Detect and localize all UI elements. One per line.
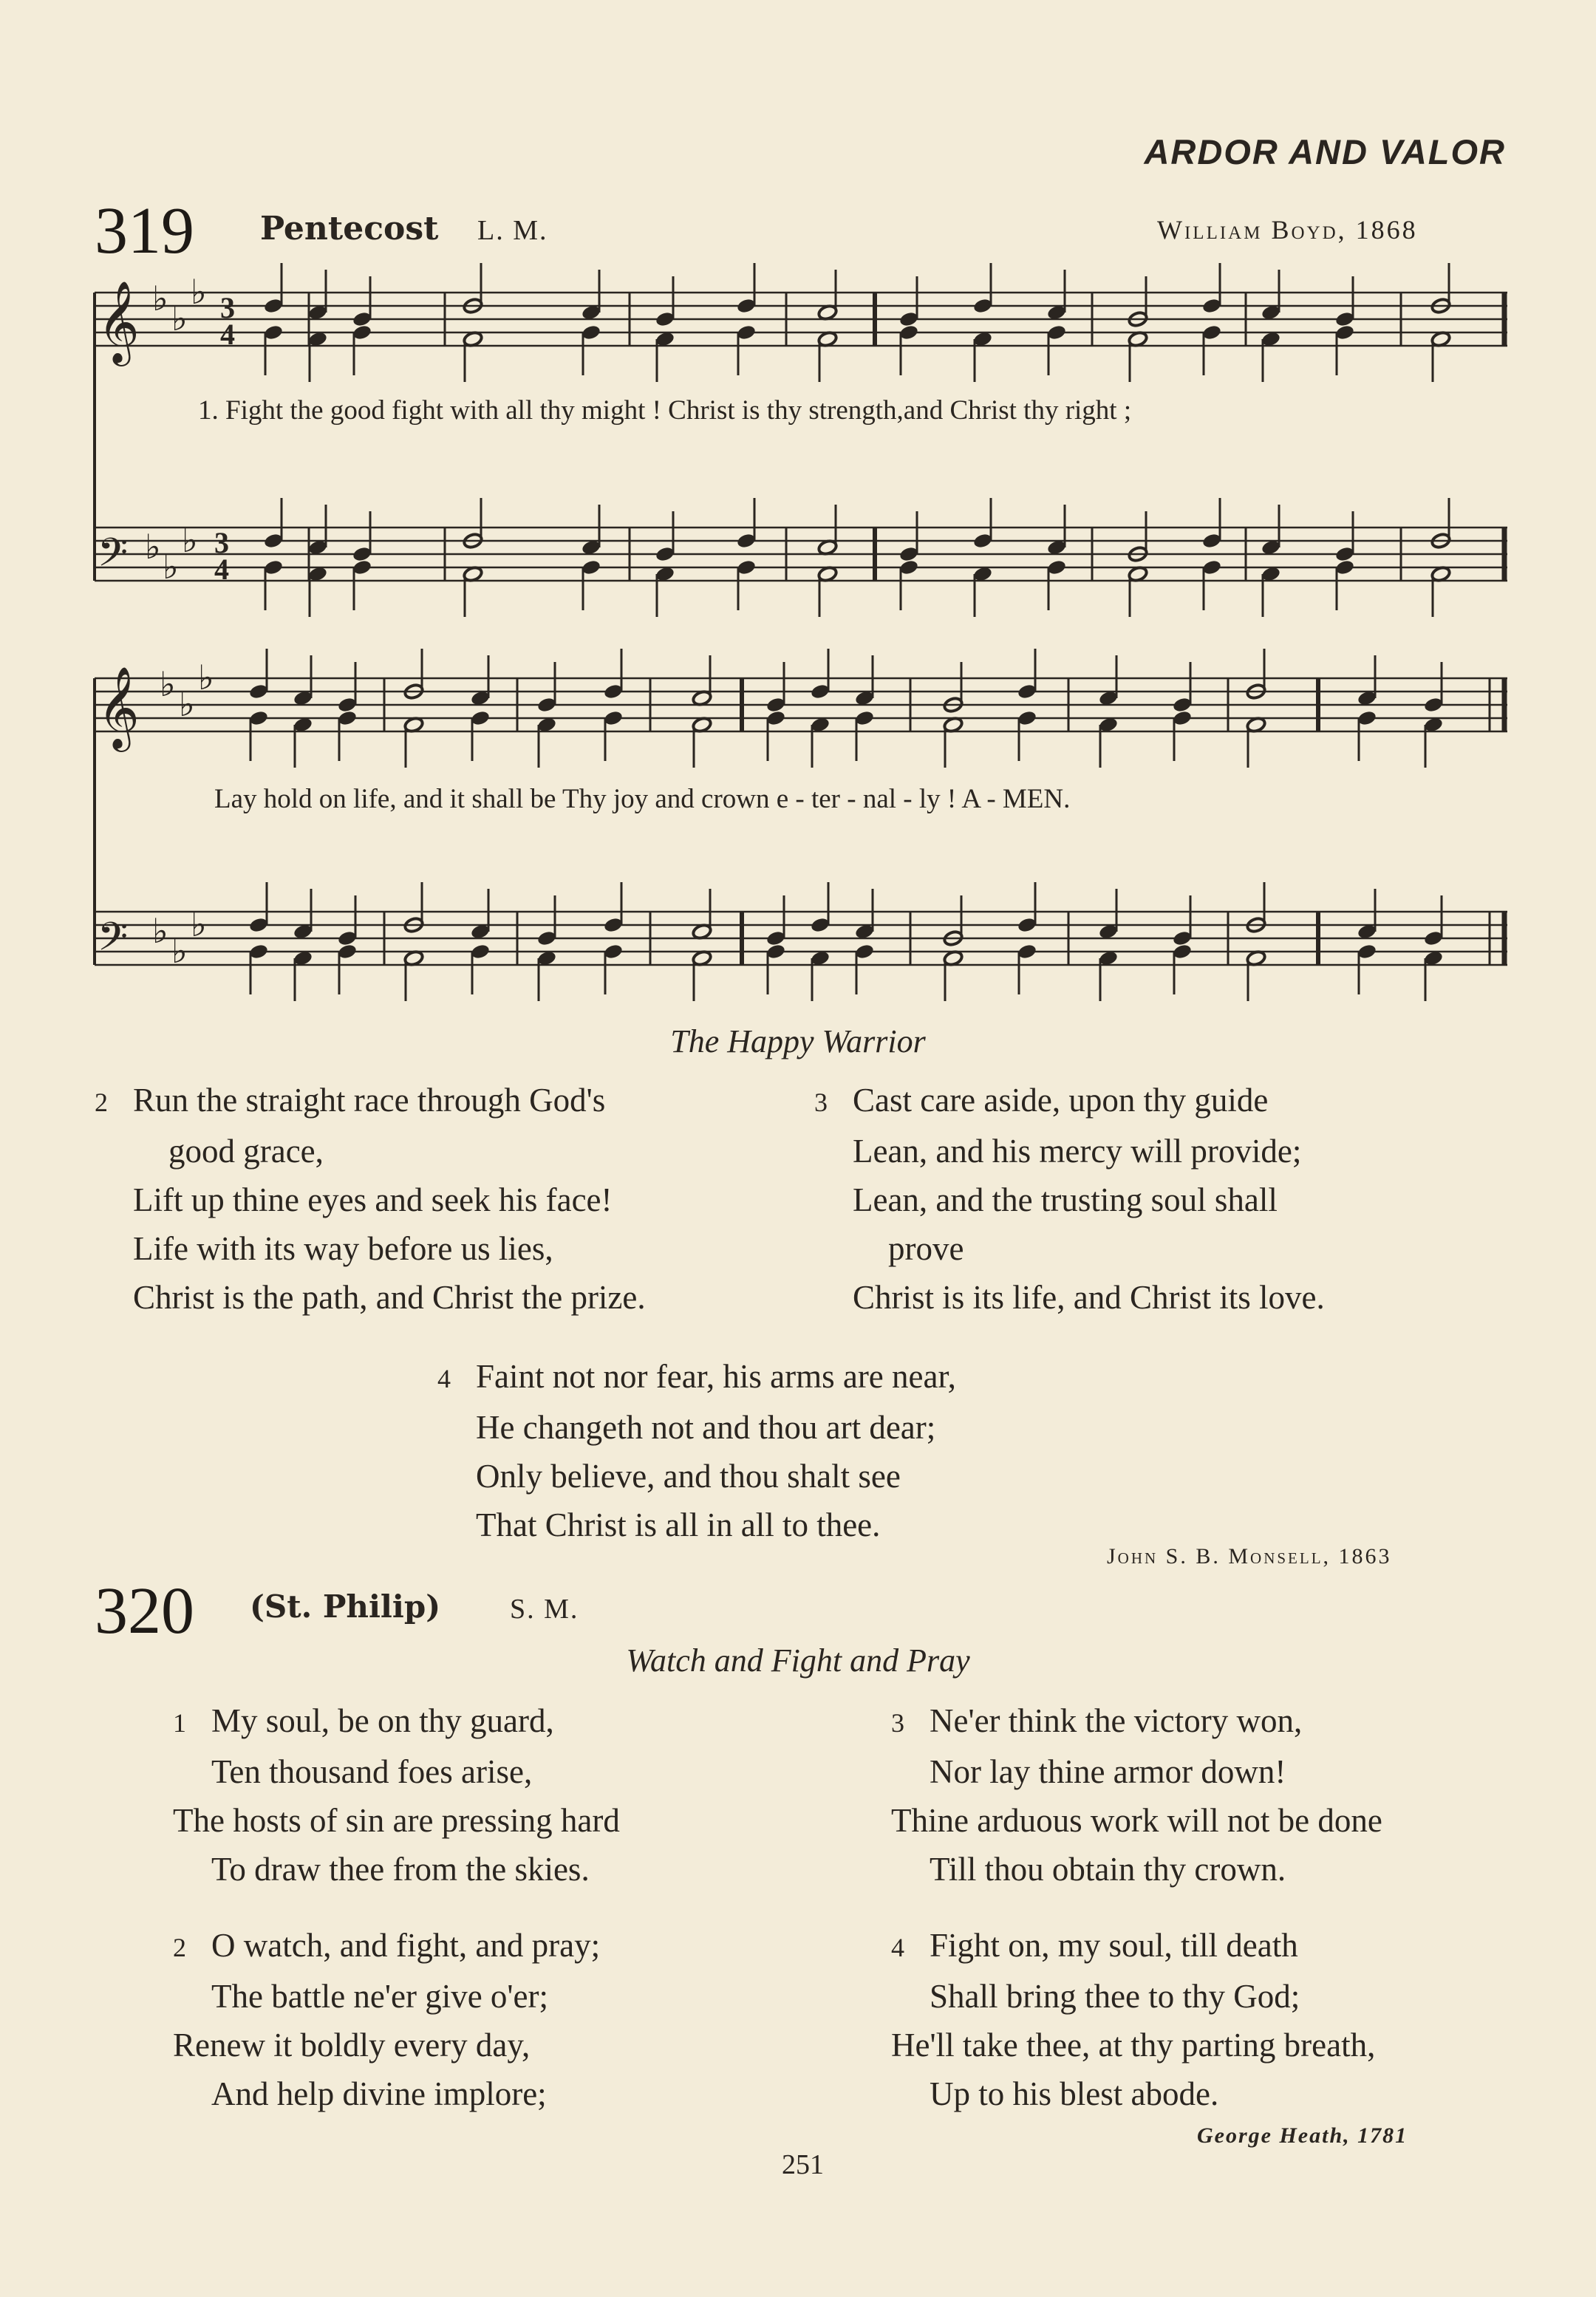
lyrics-line-1: 1. Fight the good fight with all thy might ! Christ is thy strength,and Christ thy right ;	[198, 395, 1132, 426]
page-number: 251	[782, 2149, 824, 2180]
author-credit: George Heath, 1781	[1197, 2123, 1408, 2148]
flat-icon: ♭	[191, 904, 207, 944]
verse-3: 3 Ne'er think the victory won, Nor lay thine armor down! Thine arduous work will not be done Till thou obtain thy crown.	[891, 1702, 1382, 1888]
hymn-title: Watch and Fight and Pray	[626, 1642, 970, 1679]
meter: S. M.	[510, 1594, 579, 1625]
hymn-number: 320	[95, 1574, 194, 1648]
composer: William Boyd, 1868	[1157, 215, 1418, 245]
verse-4: 4 Faint not nor fear, his arms are near, He changeth not and thou art dear; Only believe, and thou shalt see That Christ is all in all to thee.	[437, 1358, 956, 1543]
bass-clef-icon: 𝄢	[98, 530, 129, 585]
verse-4: 4 Fight on, my soul, till death Shall bring thee to thy God; He'll take thee, at thy parting breath, Up to his blest abode.	[891, 1927, 1376, 2112]
time-sig-bottom: 4	[220, 318, 235, 351]
lyrics-line-2: Lay hold on life, and it shall be Thy joy and crown e - ter - nal - ly ! A - MEN.	[214, 784, 1071, 814]
bass-clef-icon: 𝄢	[98, 915, 129, 969]
verse-1: 1 My soul, be on thy guard, Ten thousand foes arise, The hosts of sin are pressing hard To draw thee from the skies.	[173, 1702, 620, 1888]
hymn-title: The Happy Warrior	[670, 1023, 926, 1059]
section-heading: ARDOR AND VALOR	[1144, 132, 1506, 171]
treble-clef-icon: 𝄞	[98, 666, 140, 748]
tune-name: (St. Philip)	[250, 1588, 441, 1625]
time-sig-top: 3	[220, 291, 235, 324]
music-score	[0, 0, 1596, 1034]
flat-icon: ♭	[160, 664, 176, 704]
flat-icon: ♭	[163, 547, 179, 587]
bass-staff-1	[95, 528, 1507, 581]
tune-name: Pentecost	[260, 210, 439, 248]
time-sig-bottom: 4	[214, 553, 229, 586]
verse-2: 2 Run the straight race through God's good grace, Lift up thine eyes and seek his face! Life with its way before us lies, Christ is the path, and Christ the prize.	[95, 1082, 646, 1316]
flat-icon: ♭	[145, 527, 161, 567]
flat-icon: ♭	[179, 684, 195, 724]
hymn-number: 319	[95, 194, 194, 267]
flat-icon: ♭	[191, 272, 207, 312]
meter: L. M.	[477, 215, 548, 246]
flat-icon: ♭	[198, 658, 214, 697]
author-credit: John S. B. Monsell, 1863	[1107, 1544, 1392, 1569]
flat-icon: ♭	[152, 279, 168, 318]
treble-clef-icon: 𝄞	[98, 280, 140, 363]
treble-staff-1	[95, 293, 1507, 346]
verse-3: 3 Cast care aside, upon thy guide Lean, and his mercy will provide; Lean, and the trusting soul shall prove Christ is its life, and Christ its love.	[814, 1082, 1325, 1316]
time-sig-top: 3	[214, 526, 229, 559]
flat-icon: ♭	[182, 520, 198, 560]
flat-icon: ♭	[152, 911, 168, 951]
flat-icon: ♭	[171, 931, 188, 971]
flat-icon: ♭	[171, 298, 188, 338]
verse-2: 2 O watch, and fight, and pray; The battle ne'er give o'er; Renew it boldly every day, And help divine implore;	[173, 1927, 601, 2112]
